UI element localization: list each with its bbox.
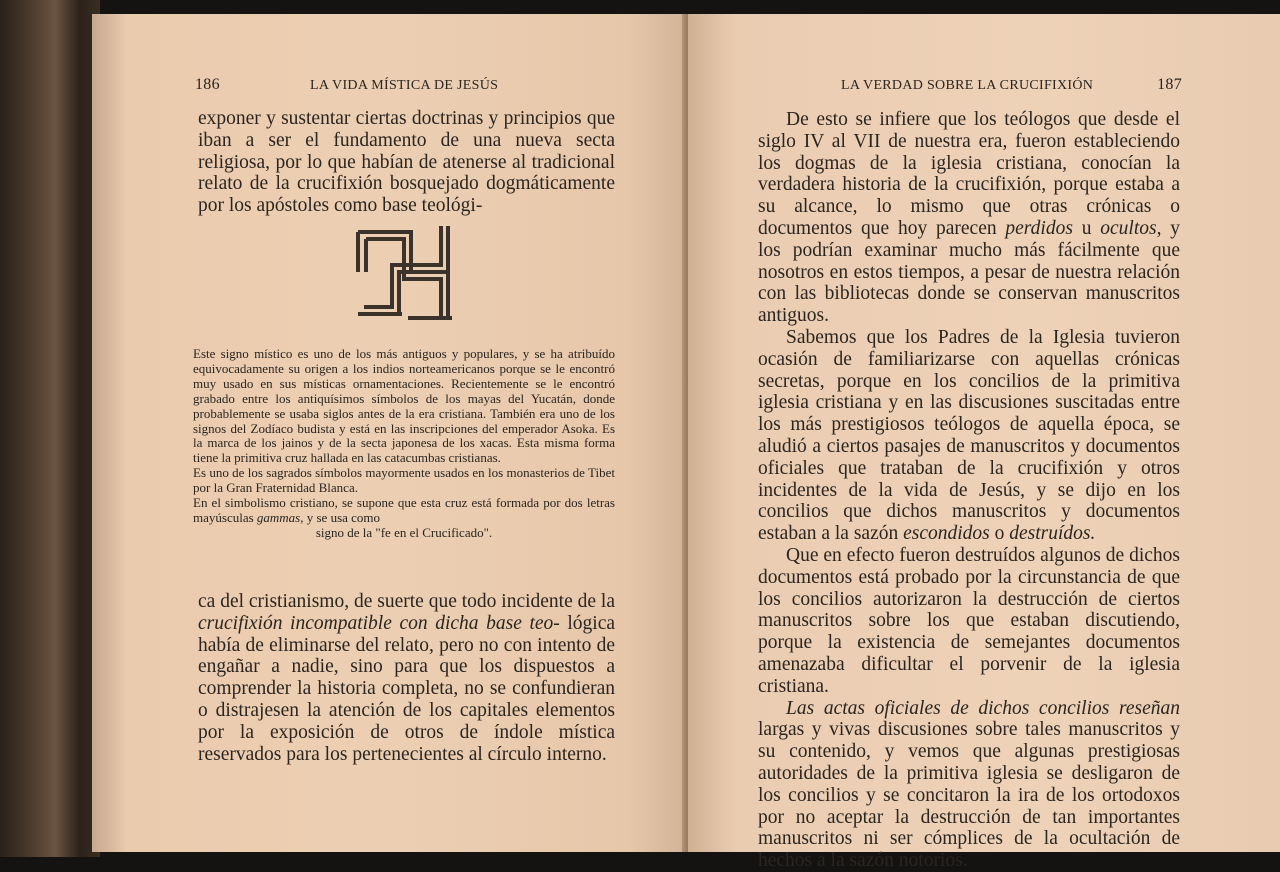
right-page xyxy=(688,14,1280,872)
right-paragraph-1: De esto se infiere que los teólogos que desde el siglo IV al VII de nuestra era, fueron estableciendo los dogmas de la iglesia cristiana, conocían la verdadera historia de la crucifixión, porque estaba a su alcance, lo mismo que otras crónicas o documentos que hoy parecen perdidos u ocultos, y los podrían examinar mucho más fácilmente que nosotros en estos tiempos, a pesar de nuestra relación con las bibliotecas donde se conservan manuscritos antiguos. xyxy=(758,109,1181,327)
left-page xyxy=(92,14,688,852)
right-body xyxy=(758,109,1180,872)
caption-part3: En el simbolismo cristiano, se supone que esta cruz está formada por dos letras mayúsculas gammas, y se usa como xyxy=(193,495,615,525)
right-page-number: 187 xyxy=(1157,76,1182,93)
right-header-title: LA VERDAD SOBRE LA CRUCIFIXIÓN xyxy=(841,78,1094,93)
left-page-number: 186 xyxy=(195,76,220,93)
swastika-symbol-icon xyxy=(356,222,454,322)
left-running-head xyxy=(195,76,607,94)
left-top-paragraph: exponer y sustentar ciertas doctrinas y principios que iban a ser el fundamento de una nueva secta religiosa, por lo que habían de atenerse al tradicional relato de la crucifixión bosquejado dogmáticamente por los apóstoles como base teológi- xyxy=(198,108,615,217)
right-paragraph-4: Las actas oficiales de dichos concilios reseñan largas y vivas discusiones sobre tales manuscritos y su contenido, y vemos que algunas prestigiosas autoridades de la primitiva iglesia se desligaron de los concilios y se concitaron la ira de los ortodoxos por no aceptar la destrucción de tan importantes manuscritos ni ser cómplices de la ocultación de hechos a la sazón notorios. xyxy=(758,697,1180,872)
right-paragraph-3: Que en efecto fueron destruídos algunos de dichos documentos está probado por la circunstancia de que los concilios autorizaron la destrucción de ciertos manuscritos sobre los que estaban discutiendo, porque la existencia de semejantes documentos amenazaba dificultar el porvenir de la iglesia cristiana. xyxy=(758,544,1180,697)
left-header-title: LA VIDA MÍSTICA DE JESÚS xyxy=(310,78,499,93)
book-edge xyxy=(0,0,100,857)
left-bottom-paragraph: ca del cristianismo, de suerte que todo incidente de la crucifixión incompatible con dicha base teo- lógica había de eliminarse del relato, pero no con intento de engañar a nadie, sino para que los dispuestos a comprender la historia completa, no se confundieran o distrajesen la atención de los capitales elementos por la exposición de otros de índole mística reservados para los pertenecientes al círculo interno. xyxy=(198,591,616,765)
right-paragraph-2: Sabemos que los Padres de la Iglesia tuvieron ocasión de familiarizarse con aquellas crónicas secretas, porque en los concilios de la primitiva iglesia cristiana y en las discusiones suscitadas entre los más prestigiosos teólogos de aquella época, se aludió a ciertos pasajes de manuscritos y documentos oficiales que trataban de la crucifixión y otros incidentes de la vida de Jesús, y se dijo en los concilios que dichos manuscritos y documentos estaban a la sazón escondidos o destruídos. xyxy=(758,326,1180,545)
symbol-caption: Este signo místico es uno de los más antiguos y populares, y se ha atribuído equivocadamente su origen a los indios norteamericanos porque se le encontró muy usado en sus místicas ornamentaciones. Recientemente se le encontró grabado entre los antiquísimos símbolos de los mayas del Yucatán, donde probablemente se usaba siglos antes de la era cristiana. También era uno de los signos del Zodíaco budista y está en las inscripciones del emperador Asoka. Es la marca de los jainos y de la secta japonesa de los xacas. Esta misma forma tiene la primitiva cruz hallada en las catacumbas cristianas. Es uno de los sagrados símbolos mayormente usados en los monasterios de Tibet por la Gran Fraternidad Blanca. En el simbolismo cristiano, se supone que esta cruz está formada por dos letras mayúsculas gammas, y se usa como signo de la "fe en el Crucificado". xyxy=(193,346,615,540)
